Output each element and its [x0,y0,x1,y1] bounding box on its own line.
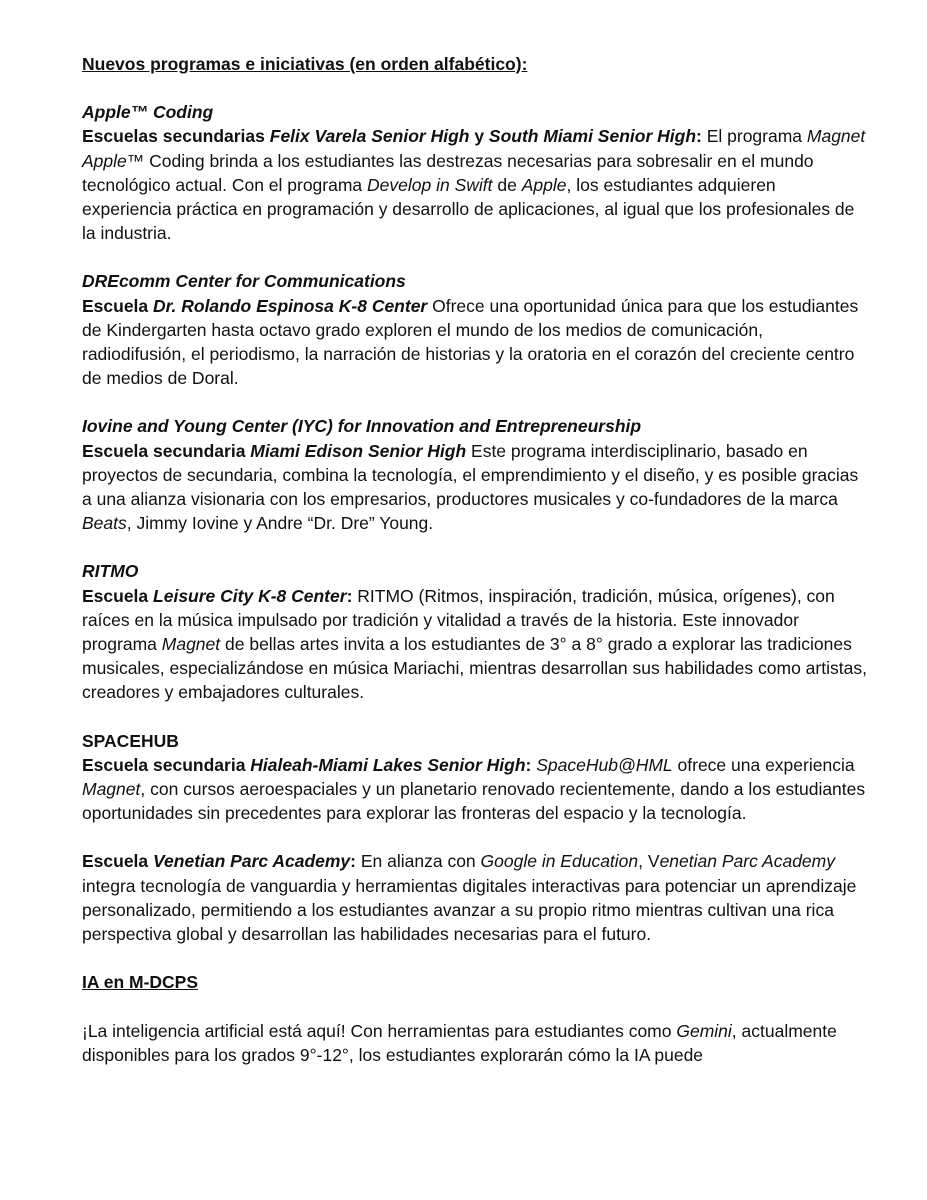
ai-section-heading: IA en M-DCPS [82,972,199,993]
program-title: Apple™ Coding [82,102,214,123]
program-title: Iovine and Young Center (IYC) for Innovation and Entrepreneurship [82,416,642,437]
program-title: DREcomm Center for Communications [82,271,406,292]
program-title: RITMO [82,561,139,582]
program-description: Escuelas secundarias Felix Varela Senior High y South Miami Senior High: El programa Magnet Apple™ Coding brinda a los estudiantes las destrezas necesarias para sobresalir en el mundo tecnológico actual. Con el programa Develop in Swift de Apple, los estudiantes adquieren experiencia práctica en programación y desarrollo de aplicaciones, al igual que los profesionales de la industria. [82,126,866,244]
ai-section-paragraph: ¡La inteligencia artificial está aquí! Con herramientas para estudiantes como Gemini, actualmente disponibles para los grados 9°-12°, los estudiantes explorarán cómo la IA puede [82,1020,837,1065]
program-ritmo [82,559,867,704]
program-description: Escuela Venetian Parc Academy: En alianza con Google in Education, Venetian Parc Academy integra tecnología de vanguardia y herramientas digitales interactivas para potenciar un aprendizaje personalizado, permitiendo a los estudiantes avanzar a su propio ritmo mientras cultivan una rica perspectiva global y desarrollan las habilidades necesarias para el futuro. [82,851,857,945]
program-drecomm [82,269,867,390]
program-spacehub [82,729,867,826]
program-description: Escuela secundaria Miami Edison Senior High Este programa interdisciplinario, basado en proyectos de secundaria, combina la tecnología, el emprendimiento y el diseño, y es posible gracias a una alianza visionaria con los empresarios, productores musicales y co-fundadores de la marca Beats, Jimmy Iovine y Andre “Dr. Dre” Young. [82,440,859,534]
page-heading: Nuevos programas e iniciativas (en orden alfabético): [82,54,528,74]
program-description: Escuela Leisure City K-8 Center: RITMO (Ritmos, inspiración, tradición, música, orígenes), con raíces en la música impulsado por tradición y vitalidad a través de la historia. Este innovador programa Magnet de bellas artes invita a los estudiantes de 3° a 8° grado a explorar las tradiciones musicales, especializándose en música Mariachi, mientras desarrollan sus habilidades como artistas, creadores y embajadores culturales. [82,585,867,703]
program-description: Escuela secundaria Hialeah-Miami Lakes Senior High: SpaceHub@HML ofrece una experiencia Magnet, con cursos aeroespaciales y un planetario renovado recientemente, dando a los estudiantes oportunidades sin precedentes para explorar las fronteras del espacio y la tecnología. [82,754,866,824]
program-apple-coding [82,100,867,245]
program-iyc [82,414,867,535]
program-description: Escuela Dr. Rolando Espinosa K-8 Center Ofrece una oportunidad única para que los estudiantes de Kindergarten hasta octavo grado exploren el mundo de los medios de comunicación, radiodifusión, el periodismo, la narración de historias y la oratoria en el corazón del creciente centro de medios de Doral. [82,295,859,389]
program-venetian-parc [82,849,867,946]
program-title: SPACEHUB [82,730,179,751]
